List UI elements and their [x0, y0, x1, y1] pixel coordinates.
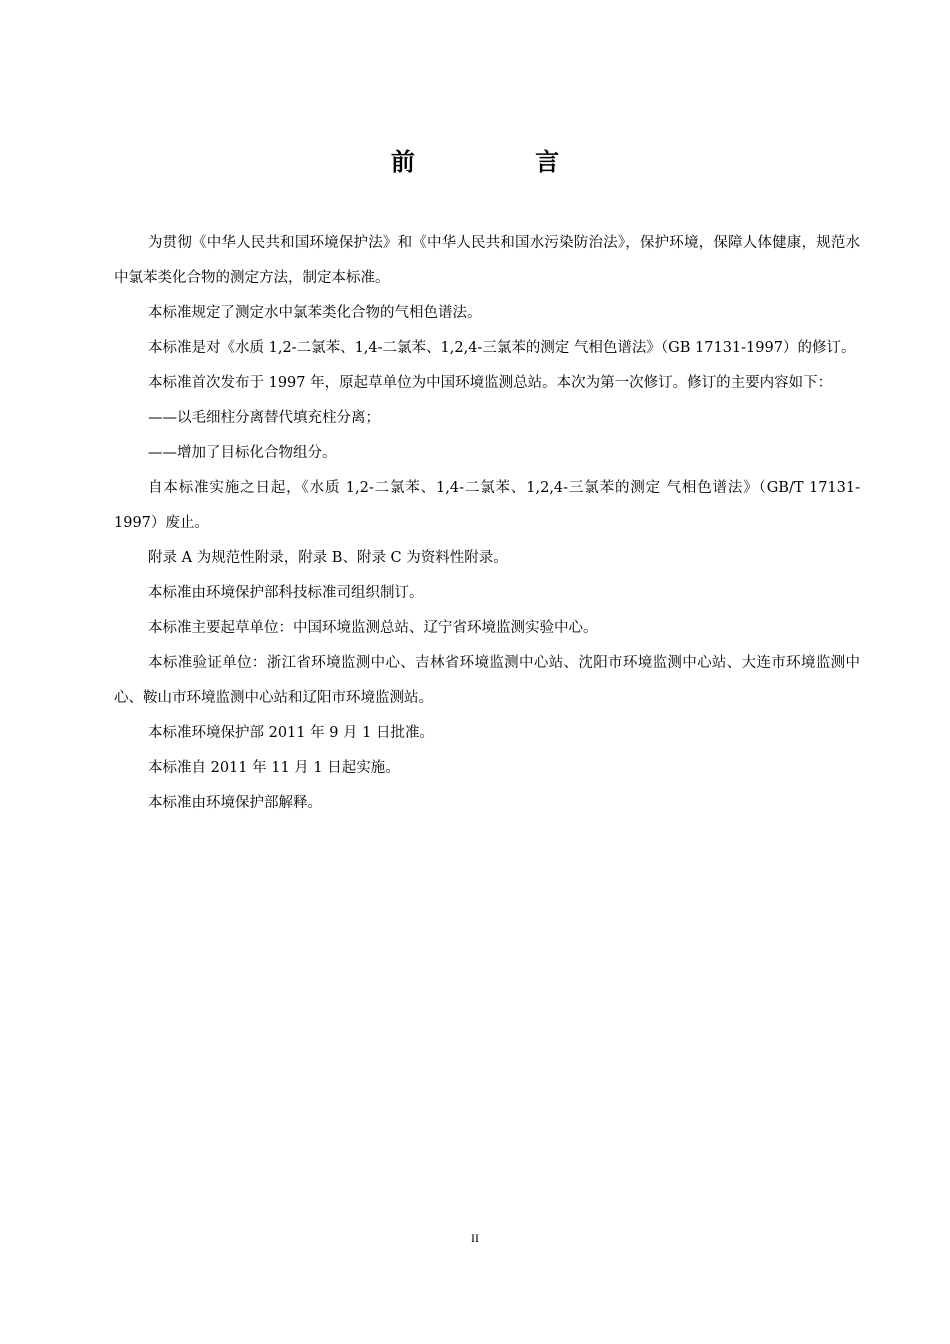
- paragraph-organizer: 本标准由环境保护部科技标准司组织制订。: [148, 585, 424, 601]
- paragraph-interpretation: 本标准由环境保护部解释。: [148, 795, 322, 811]
- paragraph-purpose: 为贯彻《中华人民共和国环境保护法》和《中华人民共和国水污染防治法》，保护环境，保障人体健康，规范水中氯苯类化合物的测定方法，制定本标准。: [114, 235, 860, 286]
- paragraph-verification-units: 本标准验证单位：浙江省环境监测中心、吉林省环境监测中心站、沈阳市环境监测中心站、大连市环境监测中心、鞍山市环境监测中心站和辽阳市环境监测站。: [114, 655, 860, 706]
- page-title: 前 言: [390, 148, 616, 176]
- paragraph-effective-date: 本标准自 2011 年 11 月 1 日起实施。: [148, 760, 400, 776]
- paragraph-revision: 本标准是对《水质 1,2-二氯苯、1,4-二氯苯、1,2,4-三氯苯的测定 气相色谱法》（GB 17131-1997）的修订。: [148, 340, 856, 356]
- paragraph-approval-date: 本标准环境保护部 2011 年 9 月 1 日批准。: [148, 725, 435, 741]
- paragraph-abolished: 自本标准实施之日起，《水质 1,2-二氯苯、1,4-二氯苯、1,2,4-三氯苯的测定 气相色谱法》（GB/T 17131-1997）废止。: [114, 480, 860, 531]
- paragraph-scope: 本标准规定了测定水中氯苯类化合物的气相色谱法。: [148, 305, 482, 321]
- paragraph-change-1: ——以毛细柱分离替代填充柱分离；: [148, 410, 380, 426]
- paragraph-change-2: ——增加了目标化合物组分。: [148, 445, 337, 461]
- paragraph-history: 本标准首次发布于 1997 年，原起草单位为中国环境监测总站。本次为第一次修订。修订的主要内容如下：: [148, 375, 833, 391]
- document-body: [114, 226, 860, 821]
- page-number: II: [471, 1231, 479, 1245]
- paragraph-appendix: 附录 A 为规范性附录，附录 B、附录 C 为资料性附录。: [148, 550, 508, 566]
- paragraph-drafting-units: 本标准主要起草单位：中国环境监测总站、辽宁省环境监测实验中心。: [148, 620, 598, 636]
